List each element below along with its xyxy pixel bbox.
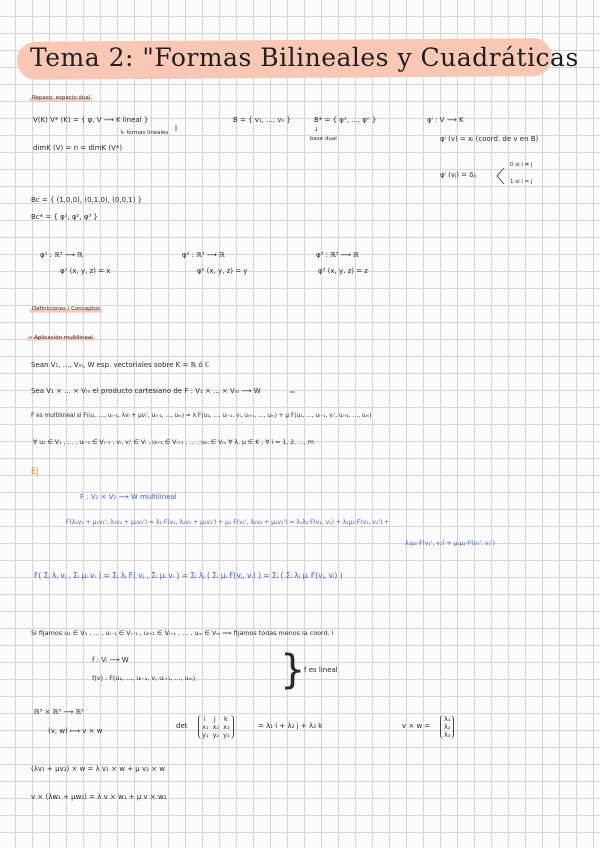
multilinear-quantifiers: ∀ u₁ ∈ V₁ , ... , uᵢ₋₁ ∈ Vᵢ₋₁ , vᵢ, vᵢ' ∈ Vᵢ , uᵢ₊₁ ∈ Vᵢ₊₁ , ... , uₘ ∈ Vₘ ∀ λ, μ ∈ K , ∀ i = 1, 2, ..., m (33, 439, 314, 446)
restricted-map-lineal: f es lineal (304, 666, 338, 674)
arrow-base-dual: ↓ (314, 127, 319, 133)
phi3-eval: φ³ (x, y, z) = z (318, 267, 368, 275)
kronecker-delta: φⁱ (vⱼ) = δᵢⱼ (440, 171, 476, 179)
cross-result-vector: λ₁ λ₂ λ₃ (440, 715, 454, 739)
phi2-def: φ² : ℝ³ ⟶ ℝ (182, 251, 225, 259)
delta-case-1: 0 si i ≠ j (510, 162, 533, 168)
restricted-map-eval: f(v) : F(u₁, ..., uᵢ₋₁, v, uᵢ₊₁, ..., uₘ) (92, 674, 196, 682)
canonical-dual-basis: Bc* = { φ¹, φ², φ³ } (31, 213, 98, 221)
bilinear-property-2: v × (λw₁ + μw₂) = λ v × w₁ + μ v × w₂ (31, 793, 167, 801)
det-result: = λ₁·i + λ₂ j + λ₃ k (258, 722, 323, 730)
cross-result-label: v × w = (402, 722, 431, 730)
sea-line-2: Sea V₁ × ... × Vₘ el producto cartesiano de F : V₁ × ... × Vₘ ⟶ W (31, 387, 261, 395)
bilinear-property-1: (λv₁ + μv₂) × w = λ v₁ × w + μ v₂ × w (31, 765, 165, 773)
dimension-equality: dimK (V) = n = dimK (V*) (33, 144, 123, 152)
note-linear-forms: ↳ formas lineales (120, 130, 169, 136)
multilinear-def: F es multilineal si F(u₁, ..., uᵢ₋₁, λvᵢ + μvᵢ', uᵢ₊₁, ..., uₘ) = λ F(u₁, ..., uᵢ₋₁, vᵢ, uᵢ₊₁, ..., uₘ) + μ F(u₁, ..., uᵢ₋₁, vᵢ', uᵢ₊₁, ..., uₘ) (31, 413, 372, 419)
section-heading-repaso: Repaso: espacio dual (32, 95, 91, 101)
phi1-eval: φ¹ (x, y, z) = x (60, 267, 111, 275)
ejemplo-label: Ej (31, 467, 39, 477)
phi2-eval: φ² (x, y, z) = y (197, 267, 248, 275)
canonical-basis: Bc = { (1,0,0), (0,1,0), (0,0,1) } (31, 196, 143, 204)
example-expansion-1: F(λ₁v₁ + μ₁v₁', λ₂v₂ + μ₂v₂') = λ₁·F(v₁, λ₂v₂ + μ₂v₂') + μ₁ F(v₁', λ₂v₂ + μ₂v₂') = λ₁λ₂·F(v₁, v₂) + λ₁μ₂·F(v₁, v₂') + (66, 519, 390, 526)
sea-line-1: Sean V₁, ..., Vₘ, W esp. vectoriales sobre K = ℝ ó ℂ (31, 361, 210, 369)
brace-icon: } (280, 647, 306, 693)
example-multilineal: F : V₁ × V₂ ⟶ W multilineal (80, 493, 177, 501)
det-matrix: i j k x₁ x₂ x₃ y₁ y₂ y₃ (198, 715, 234, 739)
cross-product-map: ℝ³ × ℝ³ ⟶ ℝ³ (34, 708, 84, 716)
dual-space-def: V(K) V* (K) = { φ, V ⟶ K lineal } (33, 116, 149, 124)
basis-b: B = { v₁, ..., vₙ } (233, 116, 291, 124)
dual-basis: B* = { φ¹, ..., φⁿ } (314, 116, 377, 124)
bullet-multilineal-text: • Aplicación multilineal (29, 335, 93, 341)
cases-bracket (497, 168, 504, 184)
bullet-multilineal (27, 336, 95, 342)
section-heading-definiciones: Definiciones / Conceptos (32, 306, 101, 312)
phi1-def: φ¹ : ℝ³ ⟶ ℝ (40, 251, 83, 259)
note-base-dual: base dual (310, 136, 337, 142)
page-title: Tema 2: "Formas Bilineales y Cuadráticas (30, 43, 579, 72)
det-label: det (176, 722, 188, 730)
example-sums: F( Σⱼ λⱼ vⱼ , Σᵢ μᵢ vᵢ ) = Σⱼ λⱼ F( vⱼ , Σᵢ μᵢ vᵢ ) = Σⱼ λⱼ ( Σᵢ μᵢ F(vⱼ, vᵢ) ) = Σⱼ ( Σᵢ λⱼ μᵢ F(vⱼ, vᵢ) ) (34, 571, 343, 580)
restricted-map: f : Vᵢ ⟶ W (92, 656, 129, 664)
fix-coordinates: Si fijamos u₁ ∈ V₁ , ... , uᵢ₋₁ ∈ Vᵢ₋₁ , uᵢ₊₁ ∈ Vᵢ₊₁ , ... , uₘ ∈ Vₘ ⟹ fijamos todas menos la coord. i (31, 629, 334, 637)
phi3-def: φ³ : ℝ³ ⟶ ℝ (316, 251, 359, 259)
phi-i-map: φⁱ : V ⟶ K (427, 116, 464, 124)
cross-product-assign: (v, w) ⟼ v × w (48, 727, 103, 735)
phi-i-coordinate: φⁱ (v) = xᵢ (coord. de v en B) (440, 135, 539, 143)
example-expansion-2: λ₂μ₁·F(v₁', v₂) + μ₁μ₂·F(v₁', v₂') (405, 540, 495, 547)
delta-case-2: 1 si i = j (510, 179, 533, 185)
